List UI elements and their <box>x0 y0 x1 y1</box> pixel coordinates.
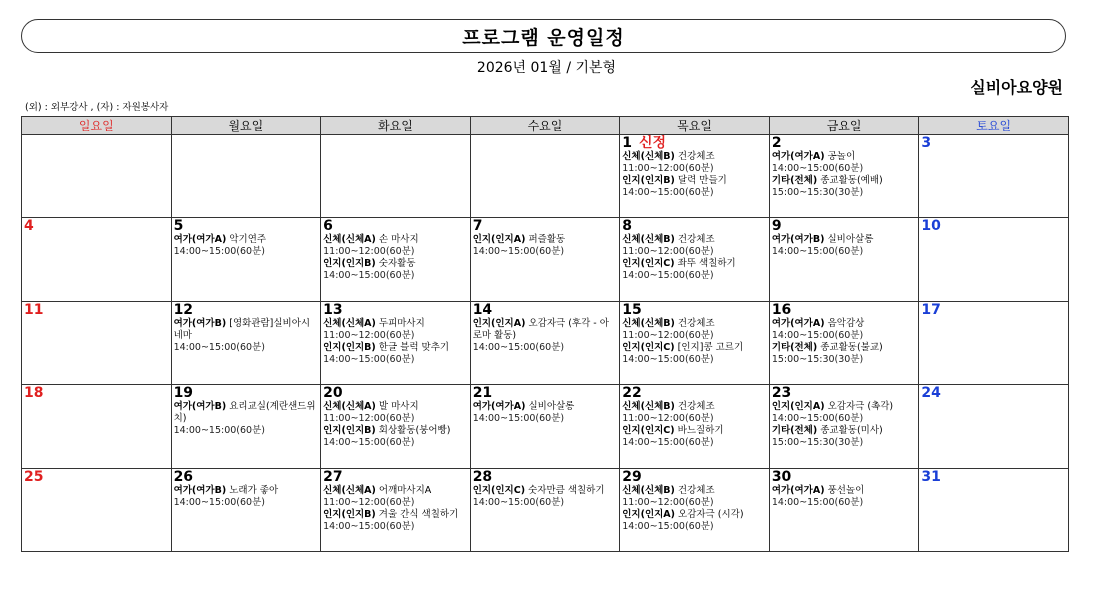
day-number-text: 24 <box>921 385 941 402</box>
program-category: 신체(신체A) <box>323 484 376 496</box>
program-category: 인지(인지C) <box>622 341 675 353</box>
program-name: 건강체조 <box>677 151 715 162</box>
program-name: 한글 블럭 맞추기 <box>378 341 450 353</box>
header-thursday: 목요일 <box>620 117 770 135</box>
program-category: 인지(인지B) <box>323 508 376 520</box>
day-number-text: 1 <box>622 135 632 151</box>
program-time: 14:00~15:00(60분) <box>323 353 415 365</box>
day-number-text: 2 <box>771 135 782 151</box>
program-name: 종교활동(미사) <box>820 425 883 437</box>
day-number-text: 4 <box>24 218 34 235</box>
program-entry <box>622 485 767 509</box>
program-category: 인지(인지B) <box>622 175 675 186</box>
program-category: 인지(인지A) <box>622 508 675 520</box>
day-number <box>921 302 1066 318</box>
program-time: 14:00~15:00(60분) <box>622 270 714 282</box>
day-number-text: 11 <box>24 301 44 318</box>
program-name: 오감자극 (후각 - 아로마 활동) <box>472 317 609 341</box>
program-name: 손 마사지 <box>378 234 419 246</box>
program-category: 인지(인지B) <box>323 258 376 270</box>
day-number-text: 20 <box>323 385 343 402</box>
day-cell <box>919 135 1069 218</box>
day-number-text: 26 <box>173 468 194 485</box>
program-name: 바느질하기 <box>677 425 724 437</box>
day-number <box>772 385 917 401</box>
program-category: 여가(여가A) <box>771 151 825 162</box>
day-number <box>622 135 767 151</box>
day-number <box>24 469 169 485</box>
program-name: 회상활동(붕어빵) <box>378 425 451 437</box>
program-entry <box>772 401 917 425</box>
program-time: 14:00~15:00(60분) <box>622 520 714 532</box>
day-cell <box>321 135 471 218</box>
day-number-text: 29 <box>622 468 642 485</box>
program-time: 14:00~15:00(60분) <box>771 163 864 174</box>
program-name: 건강체조 <box>677 234 715 246</box>
header-wednesday: 수요일 <box>470 117 620 135</box>
day-number <box>24 385 169 401</box>
day-cell <box>919 385 1069 468</box>
program-time: 14:00~15:00(60분) <box>472 246 565 258</box>
header-tuesday: 화요일 <box>321 117 471 135</box>
day-cell <box>470 218 620 301</box>
day-number-text: 31 <box>921 468 941 485</box>
day-number-text: 5 <box>173 218 184 235</box>
week-row <box>22 468 1069 551</box>
program-category: 인지(인지C) <box>622 425 675 437</box>
day-cell <box>470 135 620 218</box>
program-entry <box>174 234 319 258</box>
program-name: 좌뚜 색칠하기 <box>677 258 736 270</box>
day-cell <box>321 301 471 384</box>
program-name: 오감자극 (촉각) <box>827 401 894 413</box>
day-number-text: 3 <box>921 135 932 151</box>
header-saturday: 토요일 <box>919 117 1069 135</box>
day-number <box>921 218 1066 234</box>
program-entry <box>622 258 767 282</box>
day-number-text: 17 <box>921 301 941 318</box>
program-entry <box>323 234 468 258</box>
program-entry <box>473 401 618 425</box>
day-number <box>921 469 1066 485</box>
program-name: 공놀이 <box>827 151 856 162</box>
program-time: 15:00~15:30(30분) <box>771 353 864 365</box>
day-cell <box>919 218 1069 301</box>
program-name: 음악감상 <box>827 317 865 329</box>
day-cell <box>22 301 172 384</box>
program-category: 여가(여가A) <box>472 401 526 413</box>
header-friday: 금요일 <box>769 117 919 135</box>
day-number <box>323 385 468 401</box>
program-name: 풍선놀이 <box>827 484 865 496</box>
program-category: 인지(인지B) <box>323 341 376 353</box>
day-number-text: 25 <box>24 468 44 485</box>
program-time: 11:00~12:00(60분) <box>622 413 714 425</box>
legend-note: (외) : 외부강사 , (자) : 자원봉사자 <box>25 102 169 113</box>
program-time: 14:00~15:00(60분) <box>173 341 265 353</box>
program-entry <box>622 401 767 425</box>
day-number-text: 7 <box>472 218 483 235</box>
day-number-text: 8 <box>622 218 632 235</box>
day-cell <box>171 135 321 218</box>
day-cell <box>22 218 172 301</box>
program-time: 14:00~15:00(60분) <box>323 437 415 449</box>
program-entry <box>473 318 618 354</box>
program-time: 14:00~15:00(60분) <box>771 413 864 425</box>
program-time: 15:00~15:30(30분) <box>771 187 864 198</box>
day-number <box>622 302 767 318</box>
day-number-text: 23 <box>771 385 792 402</box>
program-time: 11:00~12:00(60분) <box>323 329 415 341</box>
day-cell <box>470 385 620 468</box>
program-entry <box>622 234 767 258</box>
program-entry <box>772 234 917 258</box>
program-name: 요리교실(계란샌드위치) <box>173 401 316 425</box>
day-number-text: 6 <box>323 218 333 235</box>
day-number-text: 13 <box>323 301 343 318</box>
day-number <box>174 469 319 485</box>
program-entry <box>772 151 917 175</box>
program-category: 인지(인지A) <box>771 401 825 413</box>
program-name: 달력 만들기 <box>677 175 727 186</box>
day-cell <box>769 468 919 551</box>
program-time: 14:00~15:00(60분) <box>622 437 714 449</box>
program-name: 어깨마사지A <box>378 484 432 496</box>
day-cell <box>620 218 770 301</box>
program-name: 실비아살롱 <box>528 401 575 413</box>
program-entry <box>323 318 468 342</box>
day-cell <box>919 301 1069 384</box>
day-number-text: 15 <box>622 301 642 318</box>
program-name: 퍼즐활동 <box>528 234 566 246</box>
program-entry <box>772 175 917 199</box>
day-cell <box>620 135 770 218</box>
program-name: 악기연주 <box>229 234 267 246</box>
week-row <box>22 135 1069 218</box>
program-entry <box>174 318 319 354</box>
program-time: 14:00~15:00(60분) <box>472 341 565 353</box>
day-number <box>622 469 767 485</box>
program-entry <box>622 342 767 366</box>
program-category: 여가(여가A) <box>173 234 227 246</box>
program-entry <box>323 258 468 282</box>
holiday-label: 신정 <box>639 135 667 151</box>
program-name: 숫자만큼 색칠하기 <box>528 484 605 496</box>
program-name: 노래가 좋아 <box>229 484 279 496</box>
day-number <box>921 385 1066 401</box>
program-entry <box>323 485 468 509</box>
day-number-text: 12 <box>173 301 194 318</box>
day-number <box>473 302 618 318</box>
week-row <box>22 385 1069 468</box>
program-category: 신체(신체B) <box>622 484 675 496</box>
day-number-text: 9 <box>771 218 782 235</box>
program-category: 기타(전체) <box>771 341 818 353</box>
day-cell <box>769 385 919 468</box>
program-time: 14:00~15:00(60분) <box>472 413 565 425</box>
program-category: 여가(여가B) <box>173 317 227 329</box>
day-cell <box>919 468 1069 551</box>
day-cell <box>321 385 471 468</box>
calendar-body <box>22 135 1069 552</box>
day-cell <box>171 218 321 301</box>
day-number-text: 16 <box>771 301 792 318</box>
program-name: 오감자극 (시각) <box>678 508 744 520</box>
program-time: 14:00~15:00(60분) <box>323 270 415 282</box>
program-entry <box>323 342 468 366</box>
program-time: 14:00~15:00(60분) <box>771 496 864 508</box>
day-number <box>622 218 767 234</box>
program-time: 11:00~12:00(60분) <box>323 246 415 258</box>
program-time: 14:00~15:00(60분) <box>472 496 565 508</box>
program-category: 신체(신체B) <box>622 234 675 246</box>
day-cell <box>470 301 620 384</box>
day-number-text: 14 <box>472 301 493 318</box>
program-category: 신체(신체A) <box>323 234 376 246</box>
day-cell <box>321 218 471 301</box>
day-cell <box>321 468 471 551</box>
day-cell <box>22 135 172 218</box>
day-number <box>24 302 169 318</box>
program-entry <box>622 509 767 533</box>
program-category: 신체(신체A) <box>323 317 376 329</box>
program-name: 발 마사지 <box>378 401 419 413</box>
program-time: 11:00~12:00(60분) <box>622 163 714 174</box>
program-category: 인지(인지A) <box>472 234 526 246</box>
day-cell <box>620 468 770 551</box>
program-time: 11:00~12:00(60분) <box>622 246 714 258</box>
day-number-text: 19 <box>173 385 194 402</box>
day-number <box>772 302 917 318</box>
program-time: 14:00~15:00(60분) <box>173 496 265 508</box>
program-category: 인지(인지C) <box>622 258 675 270</box>
calendar-table <box>21 116 1069 552</box>
program-entry <box>622 151 767 175</box>
program-category: 기타(전체) <box>771 425 818 437</box>
program-time: 14:00~15:00(60분) <box>173 246 265 258</box>
calendar-header-row <box>22 117 1069 135</box>
program-name: 두피마사지 <box>378 317 425 329</box>
program-name: 종교활동(불교) <box>820 341 883 353</box>
week-row <box>22 301 1069 384</box>
page-title: 프로그램 운영일정 <box>462 26 625 49</box>
program-entry <box>622 175 767 199</box>
program-name: [영화관람]실비아시네마 <box>173 317 311 341</box>
program-name: 실비아살롱 <box>827 234 874 246</box>
day-number-text: 22 <box>622 385 642 402</box>
page-subtitle: 2026년 01월 / 기본형 <box>476 60 617 76</box>
day-number-text: 27 <box>323 468 343 485</box>
day-number <box>473 385 618 401</box>
program-entry <box>473 234 618 258</box>
program-name: 종교활동(예배) <box>820 175 883 186</box>
program-name: 건강체조 <box>677 484 715 496</box>
program-entry <box>323 401 468 425</box>
program-category: 여가(여가B) <box>173 484 227 496</box>
program-time: 14:00~15:00(60분) <box>622 187 714 198</box>
program-category: 여가(여가B) <box>173 401 227 413</box>
program-category: 여가(여가A) <box>771 317 825 329</box>
day-cell <box>769 218 919 301</box>
day-number <box>174 385 319 401</box>
program-time: 11:00~12:00(60분) <box>323 496 415 508</box>
week-row <box>22 218 1069 301</box>
header-monday: 월요일 <box>171 117 321 135</box>
day-cell <box>769 301 919 384</box>
title-box <box>21 19 1066 53</box>
program-time: 14:00~15:00(60분) <box>771 329 864 341</box>
program-name: [인지]콩 고르기 <box>677 341 744 353</box>
program-category: 신체(신체B) <box>622 317 675 329</box>
program-time: 14:00~15:00(60분) <box>173 425 265 437</box>
program-time: 14:00~15:00(60분) <box>323 520 415 532</box>
program-entry <box>323 425 468 449</box>
header-sunday: 일요일 <box>22 117 172 135</box>
day-number <box>323 218 468 234</box>
organization-name: 실비아요양원 <box>970 78 1063 97</box>
program-entry <box>772 425 917 449</box>
program-entry <box>323 509 468 533</box>
day-number-text: 18 <box>24 385 44 402</box>
day-number-text: 21 <box>472 385 493 402</box>
day-cell <box>620 385 770 468</box>
program-category: 신체(신체B) <box>622 401 675 413</box>
day-cell <box>769 135 919 218</box>
program-name: 숫자활동 <box>378 258 416 270</box>
program-time: 11:00~12:00(60분) <box>622 329 714 341</box>
day-number-text: 30 <box>771 468 792 485</box>
day-number-text: 28 <box>472 468 493 485</box>
program-category: 인지(인지C) <box>472 484 526 496</box>
day-number <box>772 218 917 234</box>
program-entry <box>622 318 767 342</box>
program-name: 건강체조 <box>677 401 715 413</box>
day-number <box>24 218 169 234</box>
day-cell <box>171 301 321 384</box>
day-cell <box>171 468 321 551</box>
day-number <box>174 218 319 234</box>
day-number <box>323 302 468 318</box>
program-category: 신체(신체A) <box>323 401 376 413</box>
program-entry <box>473 485 618 509</box>
day-cell <box>22 468 172 551</box>
program-entry <box>772 318 917 342</box>
program-entry <box>622 425 767 449</box>
program-entry <box>174 485 319 509</box>
program-category: 여가(여가A) <box>771 484 825 496</box>
program-entry <box>174 401 319 437</box>
day-number <box>772 135 917 151</box>
program-time: 15:00~15:30(30분) <box>771 437 864 449</box>
day-number <box>174 302 319 318</box>
program-category: 여가(여가B) <box>771 234 825 246</box>
program-category: 인지(인지A) <box>472 317 526 329</box>
program-time: 14:00~15:00(60분) <box>771 246 864 258</box>
program-category: 기타(전체) <box>771 175 818 186</box>
program-entry <box>772 342 917 366</box>
day-cell <box>620 301 770 384</box>
program-entry <box>772 485 917 509</box>
program-time: 14:00~15:00(60분) <box>622 353 714 365</box>
day-cell <box>171 385 321 468</box>
program-name: 건강체조 <box>677 317 715 329</box>
program-category: 신체(신체B) <box>622 151 675 162</box>
program-time: 11:00~12:00(60분) <box>323 413 415 425</box>
day-number <box>772 469 917 485</box>
day-cell <box>22 385 172 468</box>
day-number <box>473 218 618 234</box>
day-number <box>921 135 1066 151</box>
day-number <box>323 469 468 485</box>
program-time: 11:00~12:00(60분) <box>622 496 714 508</box>
day-number <box>622 385 767 401</box>
day-number <box>473 469 618 485</box>
day-cell <box>470 468 620 551</box>
program-category: 인지(인지B) <box>323 425 376 437</box>
day-number-text: 10 <box>921 218 941 235</box>
program-name: 겨울 간식 색칠하기 <box>378 508 459 520</box>
